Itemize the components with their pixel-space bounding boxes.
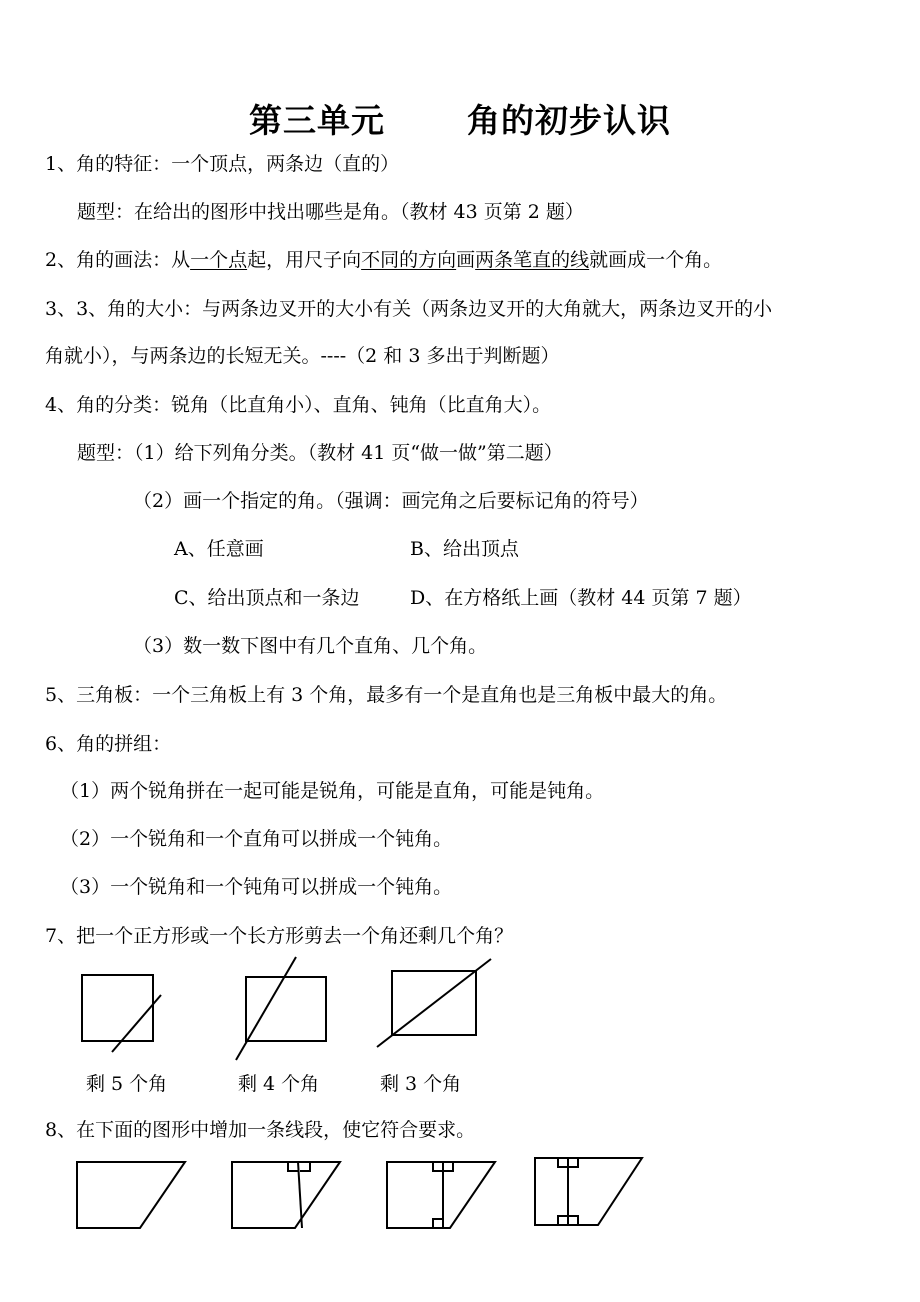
figure-trapezoid-one-segment [232, 1162, 340, 1228]
item-6-point-3: （3）一个锐角和一个钝角可以拼成一个钝角。 [60, 876, 453, 898]
item-3: 3、3、角的大小：与两条边叉开的大小有关（两条边叉开的大角就大，两条边叉开的小 [45, 298, 773, 320]
item-2-underline-3: 两条笔直的线 [475, 249, 590, 271]
item-4-option-b: B、给出顶点 [410, 538, 519, 560]
item-4-option-c: C、给出顶点和一条边 [174, 587, 360, 609]
item-1-question-type: 题型：在给出的图形中找出哪些是角。（教材 43 页第 2 题） [77, 201, 584, 223]
item-4-question-type-2: （2）画一个指定的角。（强调：画完角之后要标记角的符号） [133, 490, 649, 512]
item-4: 4、角的分类：锐角（比直角小）、直角、钝角（比直角大）。 [45, 394, 552, 416]
item-2-text-c: 画 [456, 249, 476, 271]
figure-trapezoid-plain [77, 1162, 185, 1228]
figure-rect-cut-diagonal [377, 959, 491, 1047]
item-2-text-b: 起，用尺子向 [247, 249, 362, 271]
caption-remaining-3: 剩 3 个角 [380, 1073, 462, 1095]
item-2-underline-2: 不同的方向 [361, 249, 457, 271]
item-2-underline-1: 一个点 [190, 249, 248, 271]
figure-square-cut-corner [82, 975, 161, 1052]
item-7: 7、把一个正方形或一个长方形剪去一个角还剩几个角？ [45, 925, 514, 947]
item-4-question-type-3: （3）数一数下图中有几个直角、几个角。 [133, 635, 488, 657]
item-4-option-d: D、在方格纸上画（教材 44 页第 7 题） [410, 587, 752, 609]
title-unit: 第三单元 [249, 101, 385, 140]
item-5: 5、三角板：一个三角板上有 3 个角，最多有一个是直角也是三角板中最大的角。 [45, 684, 728, 706]
item-4-option-a: A、任意画 [174, 538, 264, 560]
item-4-question-type-1: 题型：（1）给下列角分类。（教材 41 页“做一做”第二题） [77, 442, 563, 464]
figure-trapezoid-right-angles [387, 1162, 495, 1228]
title-topic: 角的初步认识 [467, 101, 671, 140]
item-6-point-1: （1）两个锐角拼在一起可能是锐角，可能是直角，可能是钝角。 [60, 780, 605, 802]
item-2-text-d: 就画成一个角。 [589, 249, 723, 271]
item-6: 6、角的拼组： [45, 733, 172, 755]
figure-rect-cut-edge-to-edge [236, 957, 326, 1060]
item-3-continued: 角就小），与两条边的长短无关。----（2 和 3 多出于判断题） [45, 345, 560, 367]
caption-remaining-5: 剩 5 个角 [86, 1073, 168, 1095]
caption-remaining-4: 剩 4 个角 [238, 1073, 320, 1095]
item-1: 1、角的特征：一个顶点，两条边（直的） [45, 153, 400, 175]
item-8: 8、在下面的图形中增加一条线段，使它符合要求。 [45, 1119, 476, 1141]
figure-trapezoid-two-segments [535, 1158, 642, 1225]
item-6-point-2: （2）一个锐角和一个直角可以拼成一个钝角。 [60, 828, 453, 850]
item-2-text-a: 2、角的画法：从 [45, 249, 191, 271]
